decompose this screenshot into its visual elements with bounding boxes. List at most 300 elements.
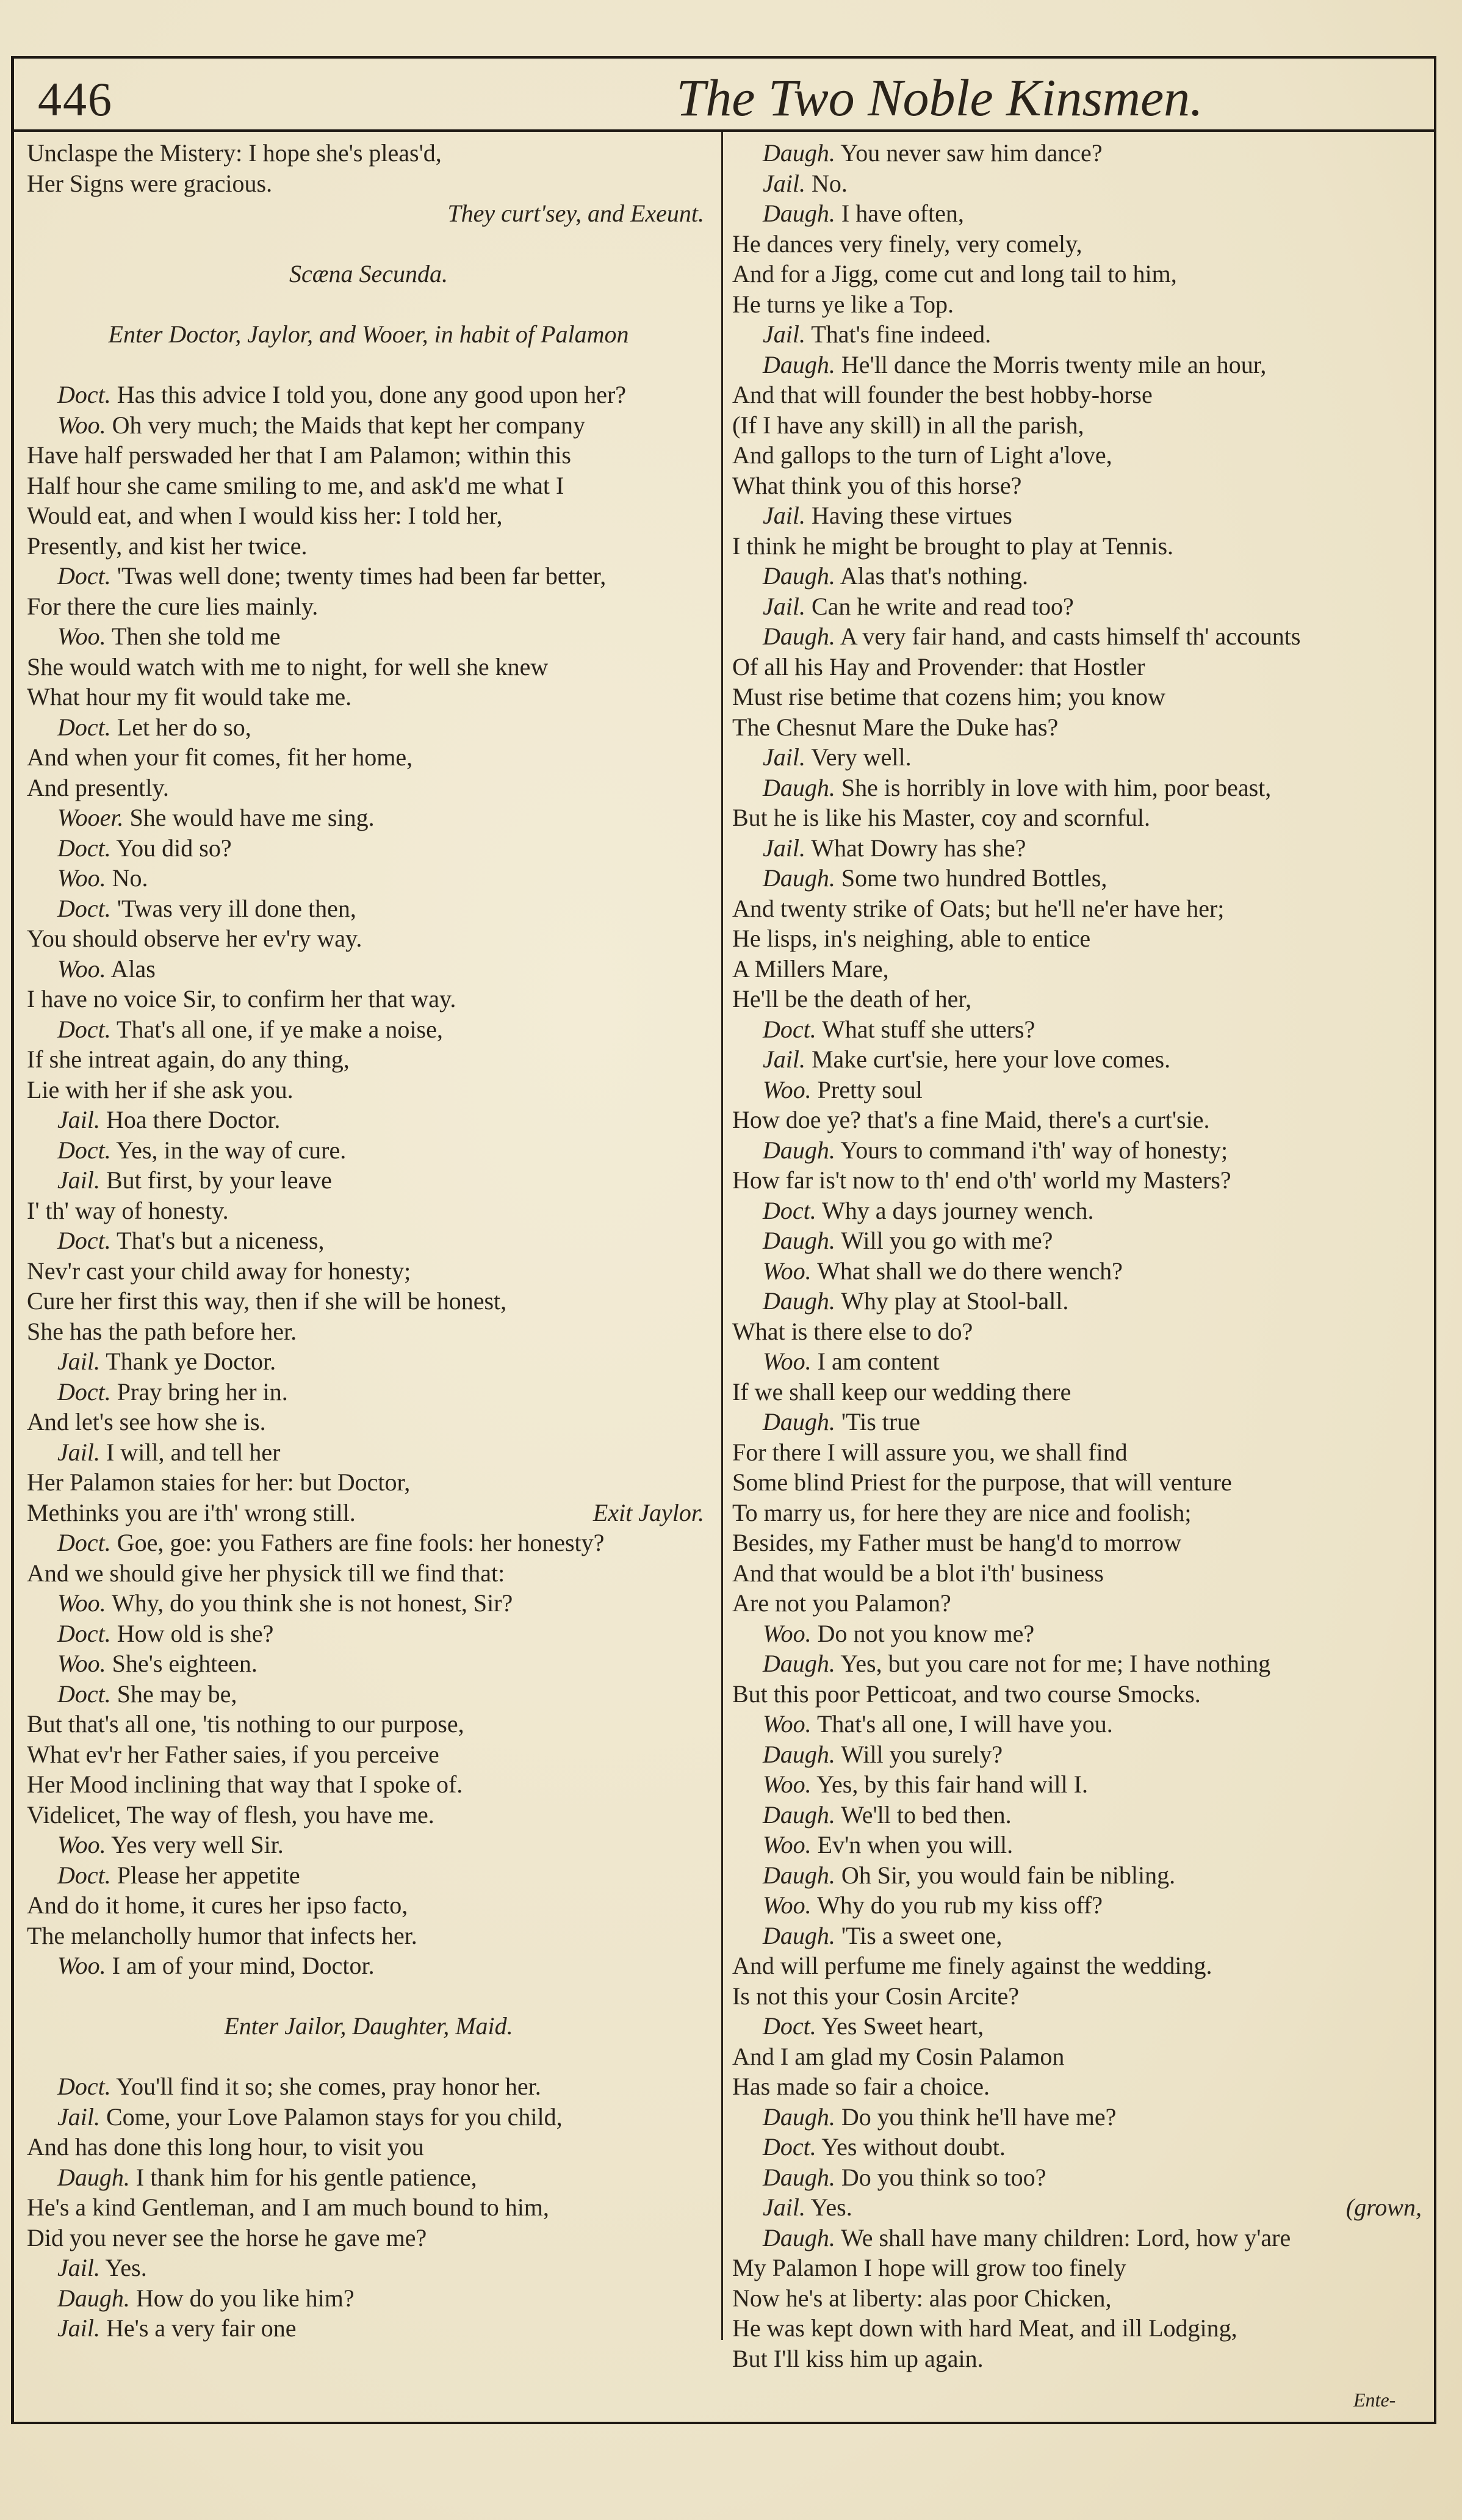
line-text: You never saw him dance?: [840, 139, 1103, 167]
text-line: [27, 2162, 710, 2193]
text-line: [732, 1135, 1428, 1166]
text-line: [732, 1830, 1428, 1860]
speaker-label: Doct.: [57, 1227, 111, 1254]
text-line: [27, 1105, 710, 1135]
line-text: Cure her first this way, then if she will be honest,: [27, 1287, 507, 1315]
line-text: Very well.: [811, 743, 912, 771]
text-line: [27, 803, 710, 833]
speaker-label: Daugh.: [763, 2103, 835, 2131]
speaker-label: Doct.: [57, 1861, 111, 1889]
text-line: [732, 1044, 1428, 1075]
blank-line: [27, 289, 710, 320]
header-rule: [11, 129, 1436, 132]
line-text: And we should give her physick till we find that:: [27, 1559, 505, 1587]
line-text: Do you think he'll have me?: [841, 2103, 1117, 2131]
line-text: How do you like him?: [135, 2284, 355, 2312]
line-text: The Chesnut Mare the Duke has?: [732, 713, 1059, 741]
line-text: Why do you rub my kiss off?: [816, 1891, 1103, 1919]
text-line: [732, 168, 1428, 199]
text-line: [732, 712, 1428, 743]
line-text: Oh Sir, you would fain be nibling.: [841, 1861, 1176, 1889]
line-text: Besides, my Father must be hang'd to morrow: [732, 1529, 1181, 1556]
line-text: What shall we do there wench?: [816, 1257, 1123, 1285]
speaker-label: Doct.: [57, 562, 111, 590]
speaker-label: Doct.: [57, 1015, 111, 1043]
line-text: Pray bring her in.: [117, 1377, 288, 1406]
speaker-label: Daugh.: [57, 2163, 130, 2191]
speaker-label: Daugh.: [763, 200, 835, 227]
text-line: [732, 1346, 1428, 1377]
line-text: She has the path before her.: [27, 1317, 297, 1345]
stage-direction: Exit Jaylor.: [592, 1498, 704, 1526]
text-line: [732, 1105, 1428, 1135]
line-text: What stuff she utters?: [822, 1015, 1035, 1043]
speaker-label: Jail.: [57, 1438, 100, 1466]
line-text: Can he write and read too?: [811, 592, 1074, 620]
line-text: Is not this your Cosin Arcite?: [732, 1982, 1019, 2010]
line-text: I am of your mind, Doctor.: [112, 1952, 375, 1979]
text-line: [27, 591, 710, 622]
line-text: And do it home, it cures her ipso facto,: [27, 1891, 408, 1919]
text-line: [732, 1467, 1428, 1498]
text-line: [27, 1407, 710, 1437]
line-text: Please her appetite: [117, 1861, 300, 1889]
text-line: [732, 1800, 1428, 1830]
line-text: Why a days journey wench.: [822, 1196, 1094, 1224]
text-line: [27, 1014, 710, 1045]
text-line: [27, 2283, 710, 2314]
text-line: [732, 2283, 1428, 2314]
line-text: Half hour she came smiling to me, and ask'd me what I: [27, 471, 564, 499]
line-text: You should observe her ev'ry way.: [27, 925, 362, 952]
text-line: [27, 923, 710, 954]
line-text: That's all one, if ye make a noise,: [117, 1015, 443, 1043]
text-line: [732, 1528, 1428, 1558]
line-text: I will, and tell her: [106, 1438, 281, 1466]
line-text: Oh very much; the Maids that kept her company: [112, 411, 586, 439]
speaker-label: Jail.: [57, 1348, 100, 1375]
line-text: A Millers Mare,: [732, 955, 889, 983]
text-line: [27, 863, 710, 894]
text-line: [27, 1890, 710, 1921]
line-text: If she intreat again, do any thing,: [27, 1045, 350, 1073]
line-text: Her Mood inclining that way that I spoke of.: [27, 1771, 463, 1798]
speaker-label: Woo.: [763, 1075, 812, 1103]
left-column: [27, 138, 710, 2344]
line-text: He was kept down with hard Meat, and ill Lodging,: [732, 2314, 1237, 2342]
text-line: [732, 2011, 1428, 2042]
text-line: [27, 1588, 710, 1619]
text-line: [732, 2223, 1428, 2253]
speaker-label: Daugh.: [763, 1921, 835, 1949]
text-line: [732, 440, 1428, 471]
speaker-label: Doct.: [57, 894, 111, 922]
speaker-label: Doct.: [57, 381, 111, 408]
speaker-label: Daugh.: [763, 2223, 835, 2251]
text-line: [27, 984, 710, 1014]
line-text: What ev'r her Father saies, if you perceive: [27, 1740, 439, 1768]
line-text: Has made so fair a choice.: [732, 2073, 990, 2100]
text-line: [732, 561, 1428, 591]
text-line: [732, 803, 1428, 833]
text-line: [732, 1498, 1428, 1528]
line-text: I think he might be brought to play at Tennis.: [732, 532, 1174, 560]
text-line: [732, 229, 1428, 259]
text-line: [732, 1075, 1428, 1105]
text-line: [732, 1709, 1428, 1739]
speaker-label: Jail.: [57, 2254, 100, 2281]
text-line: [27, 2102, 710, 2132]
line-text: And twenty strike of Oats; but he'll ne'er have her;: [732, 894, 1225, 922]
stage-direction: They curt'sey, and Exeunt.: [447, 200, 704, 227]
text-line: [732, 954, 1428, 984]
speaker-label: Doct.: [57, 1136, 111, 1164]
text-line: [27, 138, 710, 168]
line-text: Yes Sweet heart,: [821, 2012, 984, 2040]
speaker-label: Doct.: [57, 1680, 111, 1708]
line-text: Are not you Palamon?: [732, 1589, 951, 1617]
line-text: He turns ye like a Top.: [732, 290, 954, 318]
speaker-label: Daugh.: [763, 1650, 835, 1677]
text-line: [27, 1437, 710, 1468]
line-text: She may be,: [117, 1680, 237, 1708]
text-line: [732, 652, 1428, 682]
text-line: [27, 2132, 710, 2162]
text-line: [27, 1739, 710, 1770]
text-line: [27, 712, 710, 743]
text-line: [732, 682, 1428, 712]
text-line: [27, 1165, 710, 1196]
line-text: Yes.: [810, 2193, 852, 2221]
line-text: And when your fit comes, fit her home,: [27, 743, 413, 771]
text-line: [732, 2253, 1428, 2283]
speaker-label: Doct.: [763, 2133, 816, 2161]
speaker-label: Woo.: [763, 1771, 812, 1798]
column-divider: [721, 132, 723, 2340]
centered-heading: Enter Jailor, Daughter, Maid.: [224, 2012, 513, 2040]
line-text: And gallops to the turn of Light a'love,: [732, 441, 1112, 469]
line-text: But this poor Petticoat, and two course Smocks.: [732, 1680, 1201, 1708]
text-line: [27, 682, 710, 712]
blank-line: [27, 229, 710, 259]
text-line: [27, 1921, 710, 1951]
frame-top-rule: [11, 56, 1436, 59]
page-number: 446: [38, 73, 113, 126]
text-line: [27, 531, 710, 561]
speaker-label: Daugh.: [763, 1287, 835, 1315]
speaker-label: Woo.: [763, 1348, 812, 1375]
speaker-label: Daugh.: [763, 1800, 835, 1829]
text-line: [732, 833, 1428, 864]
text-line: [27, 2313, 710, 2344]
centered-heading: Scæna Secunda.: [289, 260, 448, 287]
line-text: That's but a niceness,: [117, 1227, 325, 1254]
text-line: [732, 2132, 1428, 2162]
speaker-label: Doct.: [57, 2073, 111, 2100]
line-text: The melancholly humor that infects her.: [27, 1921, 417, 1949]
text-line: [27, 1709, 710, 1739]
text-line: [27, 1648, 710, 1679]
line-text: We shall have many children: Lord, how y'are: [841, 2223, 1291, 2251]
line-text: What hour my fit would take me.: [27, 683, 352, 710]
speaker-label: Daugh.: [763, 1408, 835, 1435]
line-text: You did so?: [116, 834, 232, 862]
text-line: [27, 1769, 710, 1800]
text-line: [27, 1196, 710, 1226]
text-line: [732, 138, 1428, 168]
text-line: [27, 1256, 710, 1287]
line-text: He'll dance the Morris twenty mile an hour,: [841, 350, 1267, 378]
text-line: [27, 500, 710, 531]
line-text: I' th' way of honesty.: [27, 1196, 229, 1224]
stage-direction: (grown,: [1345, 2193, 1422, 2221]
line-text: But I'll kiss him up again.: [732, 2344, 984, 2372]
line-text: Of all his Hay and Provender: that Hostler: [732, 652, 1145, 681]
text-line: [27, 168, 710, 199]
line-text: Hoa there Doctor.: [106, 1106, 281, 1133]
speaker-label: Doct.: [57, 1377, 111, 1406]
line-text: 'Tis a sweet one,: [841, 1921, 1003, 1949]
text-line: [732, 2071, 1428, 2102]
line-text: And let's see how she is.: [27, 1408, 266, 1435]
text-line: [27, 1316, 710, 1347]
line-text: If we shall keep our wedding there: [732, 1377, 1071, 1406]
speaker-label: Daugh.: [763, 562, 835, 590]
speaker-label: Jail.: [57, 1106, 100, 1133]
text-line: [732, 410, 1428, 441]
speaker-label: Daugh.: [763, 1861, 835, 1889]
line-text: How doe ye? that's a fine Maid, there's a curt'sie.: [732, 1106, 1210, 1133]
text-line: [27, 2192, 710, 2223]
text-line: [732, 471, 1428, 501]
text-line: [732, 1619, 1428, 1649]
text-line: [27, 1830, 710, 1860]
line-text: Make curt'sie, here your love comes.: [811, 1045, 1171, 1073]
speaker-label: Woo.: [57, 411, 106, 439]
text-line: [27, 380, 710, 410]
line-text: Some two hundred Bottles,: [841, 864, 1107, 892]
line-text: Her Palamon staies for her: but Doctor,: [27, 1468, 411, 1496]
text-line: [27, 1467, 710, 1498]
line-text: For there I will assure you, we shall find: [732, 1438, 1128, 1466]
text-line: [732, 500, 1428, 531]
line-text: What think you of this horse?: [732, 471, 1022, 499]
frame-right-rule: [1434, 56, 1436, 2424]
line-text: Yes, by this fair hand will I.: [816, 1771, 1088, 1798]
line-text: Yes, but you care not for me; I have nothing: [840, 1650, 1271, 1677]
text-line: [27, 652, 710, 682]
text-line: [732, 1407, 1428, 1437]
line-text: Will you go with me?: [841, 1227, 1053, 1254]
line-text: Now he's at liberty: alas poor Chicken,: [732, 2284, 1112, 2312]
line-text: And has done this long hour, to visit you: [27, 2133, 424, 2161]
text-line: [732, 621, 1428, 652]
line-text: 'Twas well done; twenty times had been far better,: [117, 562, 607, 590]
text-line: [27, 1951, 710, 1981]
line-text: 'Twas very ill done then,: [117, 894, 356, 922]
line-text: Pretty soul: [817, 1075, 923, 1103]
line-text: And will perfume me finely against the wedding.: [732, 1952, 1212, 1979]
text-line: [732, 259, 1428, 289]
text-line: [27, 2071, 710, 2102]
text-line: [732, 1739, 1428, 1770]
speaker-label: Doct.: [763, 1196, 816, 1224]
text-line: [732, 380, 1428, 410]
text-line: [27, 773, 710, 803]
text-line: [27, 2223, 710, 2253]
text-line: [27, 1619, 710, 1649]
speaker-label: Doct.: [763, 2012, 816, 2040]
text-line: [732, 863, 1428, 894]
speaker-label: Woo.: [57, 623, 106, 650]
line-text: But he is like his Master, coy and scornful.: [732, 804, 1150, 831]
line-text: Lie with her if she ask you.: [27, 1075, 293, 1103]
line-text: Let her do so,: [117, 713, 251, 741]
line-text: I am content: [817, 1348, 940, 1375]
line-text: A very fair hand, and casts himself th' accounts: [840, 623, 1301, 650]
speaker-label: Daugh.: [763, 1740, 835, 1768]
line-text: But first, by your leave: [106, 1166, 332, 1194]
line-text: How old is she?: [117, 1619, 274, 1647]
line-text: But that's all one, 'tis nothing to our purpose,: [27, 1710, 464, 1738]
blank-line: [27, 1981, 710, 2012]
text-line: [732, 1437, 1428, 1468]
line-text: Do you think so too?: [841, 2163, 1046, 2191]
line-text: (If I have any skill) in all the parish,: [732, 411, 1084, 439]
frame-left-rule: [11, 56, 14, 2424]
text-line: [732, 2162, 1428, 2193]
line-text: Did you never see the horse he gave me?: [27, 2223, 427, 2251]
line-text: You'll find it so; she comes, pray honor her.: [116, 2073, 541, 2100]
line-text: Having these virtues: [811, 502, 1012, 529]
speaker-label: Jail.: [763, 169, 805, 197]
speaker-label: Doct.: [57, 713, 111, 741]
line-text: No.: [811, 169, 848, 197]
running-title: The Two Noble Kinsmen.: [676, 68, 1203, 127]
text-line: [27, 1558, 710, 1589]
text-line: [27, 1498, 710, 1528]
text-line: [732, 531, 1428, 561]
text-line: [27, 410, 710, 441]
text-line: [732, 2042, 1428, 2072]
speaker-label: Woo.: [763, 1257, 812, 1285]
line-text: Come, your Love Palamon stays for you child,: [106, 2103, 563, 2131]
text-line: [27, 1135, 710, 1166]
text-line: [732, 289, 1428, 320]
text-line: [732, 923, 1428, 954]
line-text: For there the cure lies mainly.: [27, 592, 319, 620]
centered-heading: Enter Doctor, Jaylor, and Wooer, in habit of Palamon: [108, 320, 629, 348]
line-text: He dances very finely, very comely,: [732, 229, 1082, 258]
line-text: Yes, in the way of cure.: [116, 1136, 347, 1164]
text-line: [27, 833, 710, 864]
line-text: And for a Jigg, come cut and long tail to him,: [732, 260, 1177, 287]
text-line: [27, 1044, 710, 1075]
speaker-label: Woo.: [57, 1650, 106, 1677]
line-text: Her Signs were gracious.: [27, 169, 273, 197]
speaker-label: Daugh.: [57, 2284, 130, 2312]
line-text: Yours to command i'th' way of honesty;: [840, 1136, 1228, 1164]
speaker-label: Woo.: [763, 1891, 812, 1919]
text-line: [732, 1860, 1428, 1891]
text-line: [732, 1286, 1428, 1316]
text-line: [732, 1014, 1428, 1045]
text-line: [732, 1769, 1428, 1800]
line-text: I have often,: [841, 200, 964, 227]
line-text: Why, do you think she is not honest, Sir?: [111, 1589, 513, 1617]
line-text: We'll to bed then.: [841, 1800, 1012, 1829]
line-text: Presently, and kist her twice.: [27, 532, 308, 560]
text-line: [732, 319, 1428, 350]
text-line: [27, 1226, 710, 1256]
text-line: [27, 471, 710, 501]
speaker-label: Daugh.: [763, 1227, 835, 1254]
line-text: She is horribly in love with him, poor beast,: [841, 773, 1272, 801]
line-text: That's fine indeed.: [811, 320, 992, 348]
text-line: [732, 2192, 1428, 2223]
line-text: Alas that's nothing.: [840, 562, 1028, 590]
text-line: [732, 1226, 1428, 1256]
text-line: [27, 2253, 710, 2283]
speaker-label: Woo.: [763, 1831, 812, 1858]
speaker-label: Woo.: [763, 1619, 812, 1647]
speaker-label: Daugh.: [763, 350, 835, 378]
blank-line: [27, 2042, 710, 2072]
text-line: [732, 984, 1428, 1014]
line-text: Videlicet, The way of flesh, you have me.: [27, 1800, 434, 1829]
text-line: [27, 440, 710, 471]
text-line: [27, 894, 710, 924]
line-text: Unclaspe the Mistery: I hope she's pleas'd,: [27, 139, 442, 167]
text-line: [732, 1196, 1428, 1226]
line-text: My Palamon I hope will grow too finely: [732, 2254, 1126, 2281]
text-line: [732, 1679, 1428, 1709]
catchword: Ente-: [1353, 2389, 1396, 2411]
line-text: Thank ye Doctor.: [106, 1348, 276, 1375]
line-text: Yes.: [105, 2254, 147, 2281]
speaker-label: Doct.: [763, 1015, 816, 1043]
line-text: Then she told me: [111, 623, 281, 650]
line-text: He's a very fair one: [106, 2314, 297, 2342]
text-line: [732, 2102, 1428, 2132]
text-line: [732, 1890, 1428, 1921]
text-line: [732, 894, 1428, 924]
speaker-label: Woo.: [57, 955, 106, 983]
text-line: [732, 1558, 1428, 1589]
text-line: [27, 1800, 710, 1830]
line-text: No.: [112, 864, 148, 892]
footer-rule: [11, 2422, 1436, 2424]
text-line: [732, 1256, 1428, 1287]
line-text: Why play at Stool-ball.: [841, 1287, 1069, 1315]
text-line: [732, 591, 1428, 622]
line-text: He'll be the death of her,: [732, 985, 972, 1013]
line-text: She would have me sing.: [129, 804, 375, 831]
speaker-label: Jail.: [57, 2103, 100, 2131]
line-text: How far is't now to th' end o'th' world my Masters?: [732, 1166, 1231, 1194]
line-text: What is there else to do?: [732, 1317, 973, 1345]
text-line: [732, 1165, 1428, 1196]
speaker-label: Woo.: [763, 1710, 812, 1738]
text-line: [27, 621, 710, 652]
line-text: Methinks you are i'th' wrong still.: [27, 1498, 356, 1526]
text-line: [732, 198, 1428, 229]
text-line: [27, 561, 710, 591]
line-text: And I am glad my Cosin Palamon: [732, 2042, 1065, 2070]
speaker-label: Jail.: [763, 592, 805, 620]
line-text: To marry us, for here they are nice and foolish;: [732, 1498, 1192, 1526]
speaker-label: Jail.: [57, 1166, 100, 1194]
